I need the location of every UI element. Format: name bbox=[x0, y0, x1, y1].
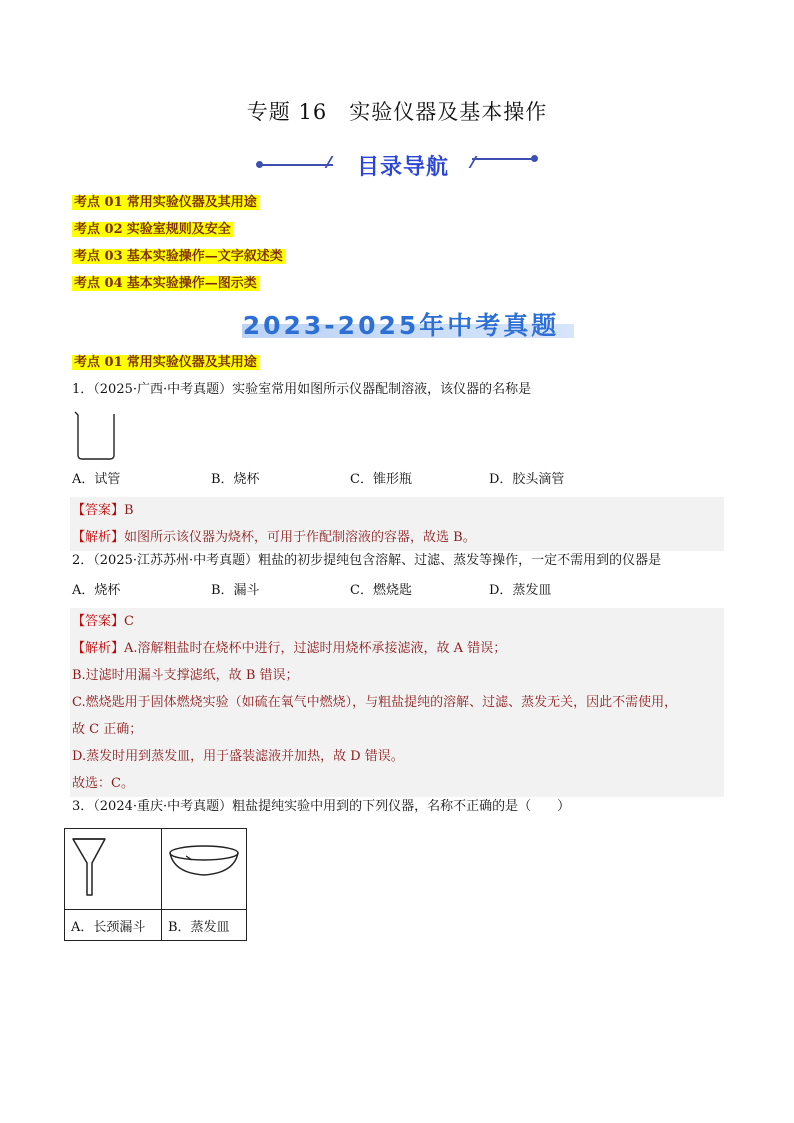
q2-analysis-line: B.过滤时用漏斗支撑滤纸，故 B 错误； bbox=[72, 668, 299, 683]
toc-item-label: 考点 01 bbox=[74, 195, 123, 210]
toc-banner-label: 目录导航 bbox=[356, 155, 449, 180]
kp-heading-label: 考点 01 bbox=[74, 355, 123, 370]
toc-item-text: 常用实验仪器及其用途 bbox=[126, 195, 257, 210]
q3-item-label[interactable]: A．长颈漏斗 bbox=[65, 910, 162, 941]
toc-item-label: 考点 03 bbox=[74, 249, 123, 264]
q3-image-cell bbox=[65, 829, 162, 910]
q2-analysis bbox=[72, 635, 724, 662]
banner-dot bbox=[531, 155, 538, 162]
funnel-icon bbox=[65, 829, 161, 905]
toc-item-text: 基本实验操作—图示类 bbox=[126, 276, 257, 291]
q2-option-d[interactable]: D．蒸发皿 bbox=[489, 583, 552, 598]
analysis-tag: 【解析】 bbox=[72, 641, 125, 656]
q2-option-b[interactable]: B．漏斗 bbox=[211, 583, 260, 598]
q2-option-a[interactable]: A．烧杯 bbox=[72, 583, 121, 598]
section-banner-text: 2023-2025年中考真题 bbox=[242, 311, 560, 340]
toc-banner bbox=[258, 144, 534, 182]
toc-item[interactable] bbox=[72, 193, 285, 220]
page-title: 专题 16 实验仪器及基本操作 bbox=[246, 100, 548, 124]
q2-options bbox=[72, 578, 722, 608]
answer-value: B bbox=[124, 503, 134, 518]
q1-answer bbox=[72, 497, 724, 524]
beaker-icon bbox=[72, 409, 122, 463]
q1-figure bbox=[72, 407, 722, 467]
analysis-text: A.溶解粗盐时在烧杯中进行，过滤时用烧杯承接滤液，故 A 错误； bbox=[124, 641, 507, 656]
q1-option-c[interactable]: C．锥形瓶 bbox=[350, 472, 412, 487]
toc-item[interactable] bbox=[72, 247, 285, 274]
q2-option-c[interactable]: C．燃烧匙 bbox=[350, 583, 412, 598]
q3-stem: 3．（2024·重庆·中考真题）粗盐提纯实验中用到的下列仪器，名称不正确的是（ ） bbox=[72, 799, 571, 814]
q1-analysis bbox=[72, 524, 724, 551]
q3-table bbox=[64, 828, 247, 941]
q2-analysis-line: 故选：C。 bbox=[72, 776, 134, 791]
toc-item-label: 考点 04 bbox=[74, 276, 123, 291]
toc-item-label: 考点 02 bbox=[74, 222, 123, 237]
q2-answer bbox=[72, 608, 724, 635]
evaporating-dish-icon bbox=[162, 829, 246, 905]
main-content bbox=[72, 353, 722, 941]
q1-option-b[interactable]: B．烧杯 bbox=[211, 472, 260, 487]
q1-option-d[interactable]: D．胶头滴管 bbox=[489, 472, 565, 487]
q2-analysis-line: 故 C 正确； bbox=[72, 722, 143, 737]
q2-answer-block bbox=[70, 608, 724, 797]
q2-stem: 2．（2025·江苏苏州·中考真题）粗盐的初步提纯包含溶解、过滤、蒸发等操作，一定不需用到的仪器是 bbox=[72, 553, 662, 568]
q2-analysis-line: D.蒸发时用到蒸发皿，用于盛装滤液并加热，故 D 错误。 bbox=[72, 749, 404, 764]
q1-option-a[interactable]: A．试管 bbox=[72, 472, 121, 487]
toc-item[interactable] bbox=[72, 220, 285, 247]
banner-line bbox=[258, 164, 333, 166]
section-banner bbox=[228, 306, 574, 340]
table-of-contents bbox=[72, 193, 285, 301]
q3-image-cell bbox=[162, 829, 247, 910]
answer-tag: 【答案】 bbox=[72, 503, 125, 518]
q1-answer-block bbox=[70, 497, 724, 551]
analysis-tag: 【解析】 bbox=[72, 530, 125, 545]
q3-item-label[interactable]: B．蒸发皿 bbox=[162, 910, 247, 941]
q1-stem: 1．（2025·广西·中考真题）实验室常用如图所示仪器配制溶液，该仪器的名称是 bbox=[72, 382, 532, 397]
kp-heading-text: 常用实验仪器及其用途 bbox=[126, 355, 257, 370]
q1-options bbox=[72, 467, 722, 497]
toc-item[interactable] bbox=[72, 274, 285, 301]
answer-tag: 【答案】 bbox=[72, 614, 125, 629]
q2-analysis-line: C.燃烧匙用于固体燃烧实验（如硫在氧气中燃烧），与粗盐提纯的溶解、过滤、蒸发无关，因此不需使用， bbox=[72, 695, 678, 710]
toc-item-text: 实验室规则及安全 bbox=[126, 222, 231, 237]
banner-slash bbox=[325, 156, 334, 168]
analysis-text: 如图所示该仪器为烧杯，可用于作配制溶液的容器，故选 B。 bbox=[124, 530, 476, 545]
banner-line bbox=[472, 158, 534, 160]
answer-value: C bbox=[124, 614, 134, 629]
toc-item-text: 基本实验操作—文字叙述类 bbox=[126, 249, 283, 264]
kp-heading bbox=[72, 353, 722, 380]
